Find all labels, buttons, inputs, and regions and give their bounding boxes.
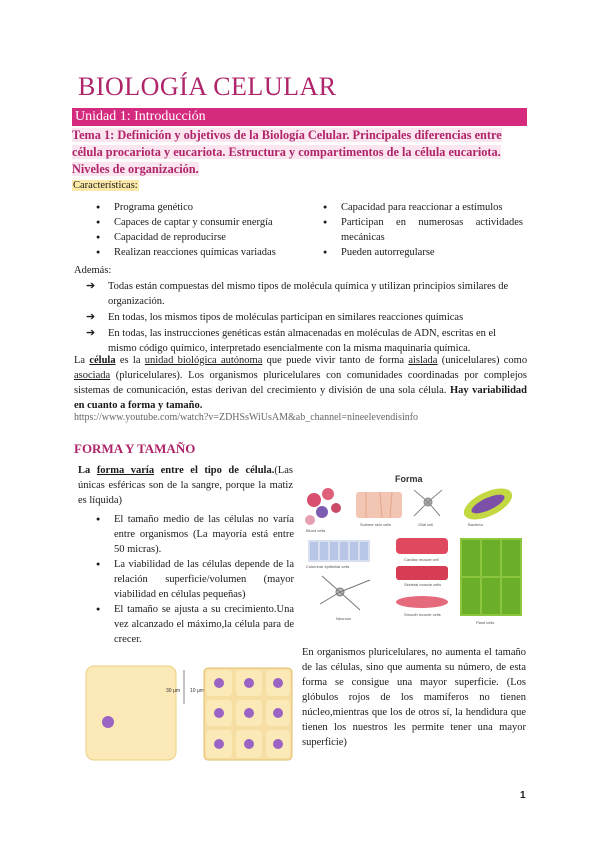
section-heading: FORMA Y TAMAÑO (74, 441, 196, 456)
list-item: ● Pueden autorregularse (323, 245, 523, 260)
ademas-list (86, 279, 526, 357)
term-asociada: asociada (74, 370, 111, 381)
figure-label: Neurons (336, 616, 352, 621)
figure-title: Forma (395, 474, 423, 484)
list-item: ● Capacidad para reaccionar a estímulos (323, 200, 523, 215)
list-item: ● Realizan reacciones químicas variadas (96, 245, 306, 260)
text: La (78, 465, 91, 476)
skin-cells-icon (356, 492, 402, 518)
dimension-label: 30 μm (166, 688, 180, 694)
youtube-link[interactable]: https://www.youtube.com/watch?v=ZDHSsWiUsAM&ab_channel=nineelevendisinfo (74, 412, 419, 423)
figure-label: Glial cell (418, 522, 434, 527)
cell-definition-paragraph (74, 353, 527, 413)
page-title: BIOLOGÍA CELULAR (78, 72, 337, 101)
variability-note: Hay variabilidad en cuanto a forma y tamaño. (74, 385, 527, 411)
term-celula: célula (89, 355, 116, 366)
cell-shapes-figure (300, 468, 526, 626)
figure-label: Surface skin cells (360, 522, 392, 527)
big-cell-icon (86, 666, 176, 760)
forma-paragraph (78, 463, 293, 508)
term-aislada: aislada (408, 355, 438, 366)
text: que puede vivir tanto de forma (266, 355, 405, 366)
text: La (74, 355, 86, 366)
list-item: ● Participan en numerosas actividades mecánicas (323, 215, 523, 245)
list-item: ● Capaces de captar y consumir energía (96, 215, 306, 230)
list-item: ● Capacidad de reproducirse (96, 230, 306, 245)
topic-heading (72, 127, 527, 178)
list-item: ● Programa genético (96, 200, 306, 215)
smooth-muscle-icon (396, 596, 448, 608)
figure-label: Skeletal muscle cells (404, 582, 442, 587)
term-forma-varia: forma varía (96, 465, 155, 476)
text: es la (119, 355, 141, 366)
arrow-item: ➔ En todas, las instrucciones genéticas están almacenadas en moléculas de ADN, escritas en el mismo código químico, interpretado esencialmente con la misma maquinaria química. (86, 326, 526, 356)
text: (unicelulares) como (441, 355, 528, 366)
characteristics-list-right (323, 200, 523, 260)
glial-cell-icon (414, 490, 442, 516)
list-item: ● La viabilidad de las células depende de la relación superficie/volumen (mayor viabilidad en células pequeñas) (96, 557, 294, 602)
cell-size-illustration (84, 664, 296, 764)
list-item: ● El tamaño medio de las células no varía entre organismos (La mayoría está entre 50 micras). (96, 512, 294, 557)
text: entre el tipo de célula. (160, 465, 275, 476)
figure-label: Blood cells (306, 528, 326, 533)
plant-cells-icon (460, 538, 522, 616)
topic-text: Tema 1: Definición y objetivos de la Biología Celular. Principales diferencias entre célula procariota y eucariota. Estructura y compartimentos de la célula eucariota. Niveles de organización. (72, 128, 502, 176)
arrow-item: ➔ Todas están compuestas del mismo tipos de molécula química y utilizan principios similares de organización. (86, 279, 526, 309)
unit-heading: Unidad 1: Introducción (72, 108, 527, 126)
columnar-cells-icon (308, 540, 370, 562)
cell-shapes-illustration (300, 468, 526, 626)
figure-label: Bacteria (468, 522, 483, 527)
figure-label: Smooth muscle cells (404, 612, 441, 617)
blood-cells-icon (305, 488, 341, 525)
figure-label: Plant cells (476, 620, 495, 625)
cardiac-muscle-icon (396, 538, 448, 554)
small-cells-grid-icon (204, 668, 292, 760)
characteristics-label: Características: (73, 180, 138, 191)
pluricellular-paragraph: En organismos pluricelulares, no aumenta el tamaño de las células, sino que aumenta su número, de esta forma se consigue una mayor superficie. (Los glóbulos rojos de los mamíferos no tienen núcleo,mientras que los de otros sí, la hendidura que tienen los nuestros les permite tener una mayor superficie) (302, 647, 526, 748)
nucleus-icon (102, 716, 114, 728)
term-unidad: unidad biológica autónoma (144, 355, 263, 366)
dimension-label: 10 μm (190, 688, 204, 694)
arrow-item: ➔ En todas, los mismos tipos de moléculas participan en similares reacciones químicas (86, 310, 526, 325)
text: (Las únicas esféricas son de la sangre, porque la matiz es líquida) (78, 465, 294, 506)
characteristics-list-left (96, 200, 306, 260)
skeletal-muscle-icon (396, 566, 448, 580)
figure-label: Columnar epithelial cells (306, 564, 350, 569)
size-list (96, 512, 294, 647)
list-item: ● El tamaño se ajusta a su crecimiento.Una vez alcanzado el máximo,la célula para de crecer. (96, 602, 294, 647)
cell-size-figure (84, 664, 296, 764)
figure-label: Cardiac muscle cell (404, 557, 439, 562)
page-number: 1 (520, 790, 526, 801)
ademas-label: Además: (74, 265, 112, 276)
bacteria-icon (459, 482, 516, 526)
neuron-icon (320, 576, 370, 610)
text: (pluricelulares). Los organismos pluricelulares con comunidades coordinadas por complejos sistemas de comunicación, estas derivan del crecimiento y división de una sola célula. (74, 370, 528, 396)
